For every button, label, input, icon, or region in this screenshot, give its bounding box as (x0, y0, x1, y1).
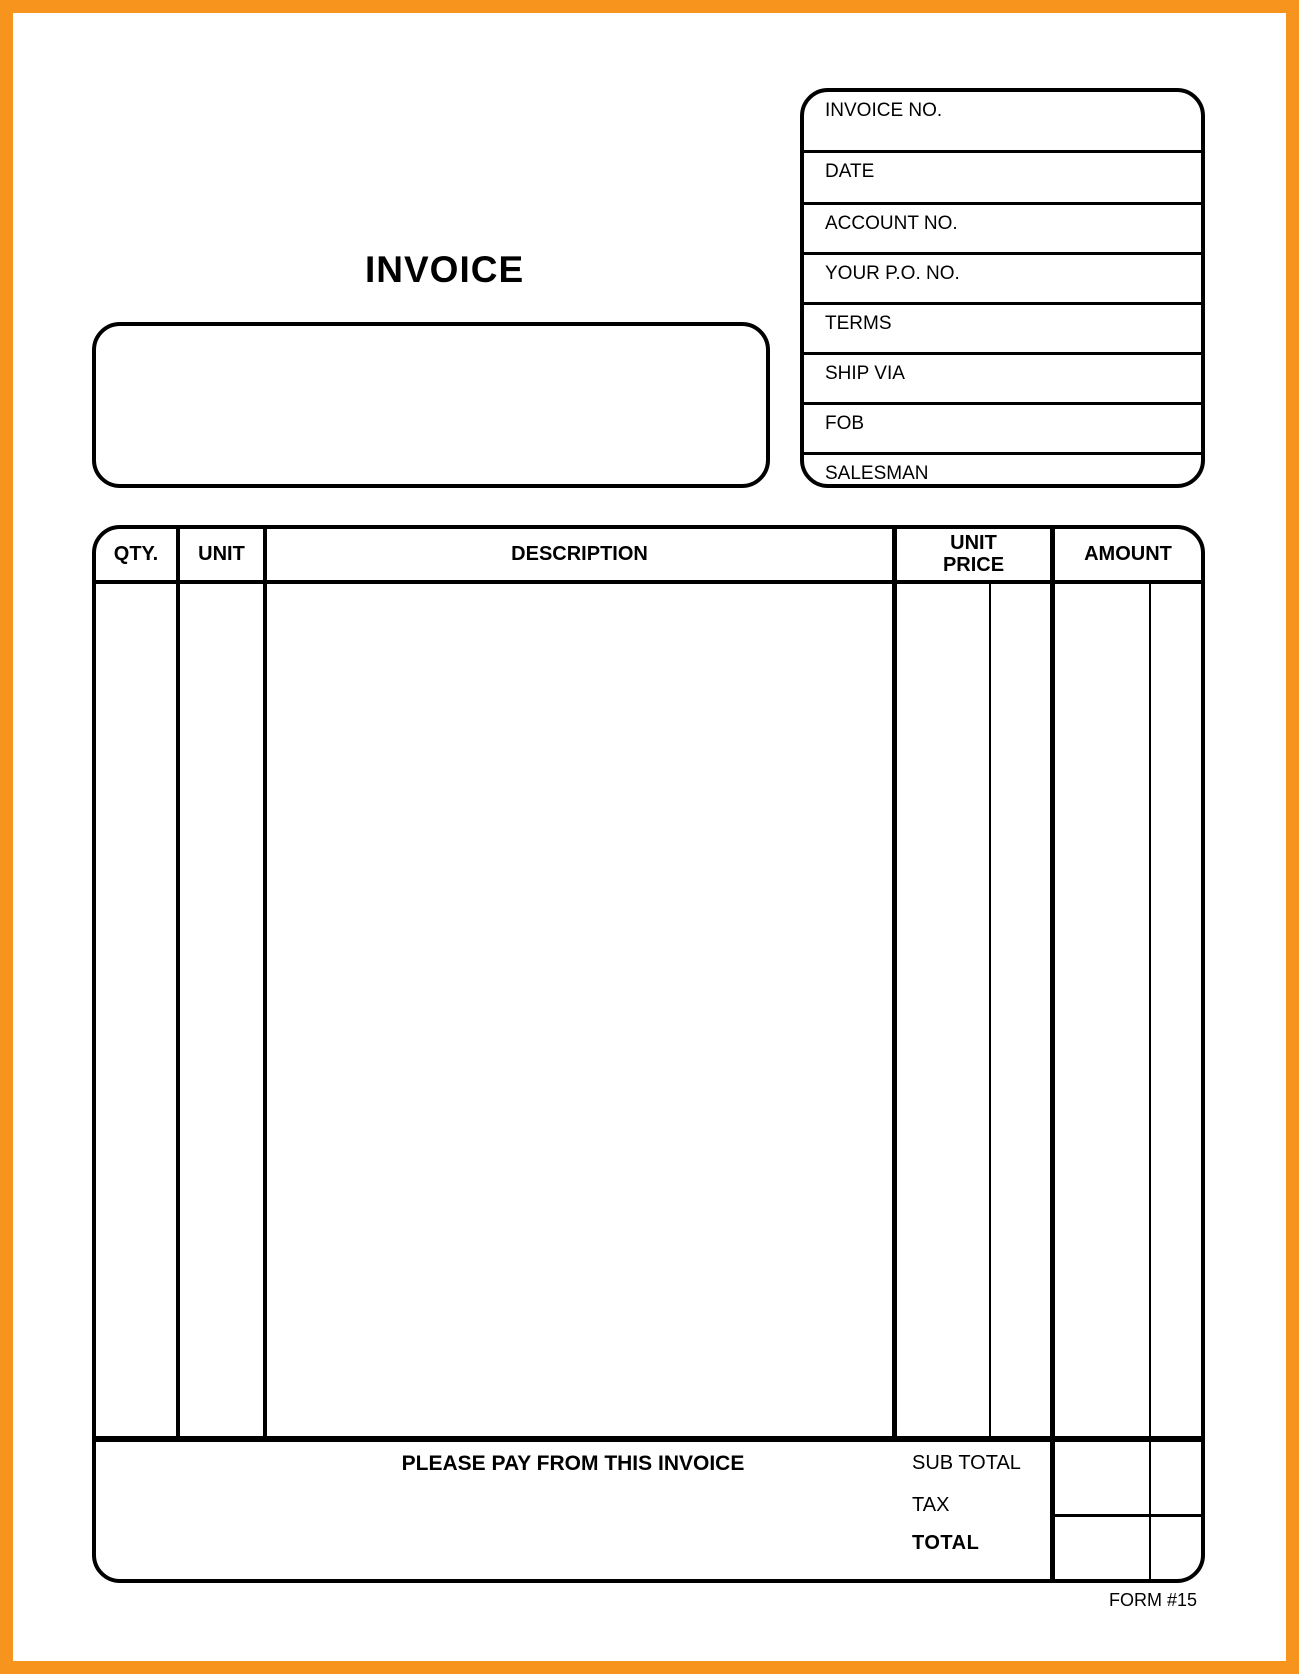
total-amount-cell[interactable] (1055, 1517, 1201, 1579)
fob-label: FOB (825, 413, 865, 434)
pay-from-invoice-message: PLEASE PAY FROM THIS INVOICE (401, 1452, 745, 1475)
unit-price-input-area[interactable] (897, 584, 1050, 1436)
description-column-header: DESCRIPTION (511, 542, 648, 565)
invoice-no-label: INVOICE NO. (825, 100, 943, 121)
customer-address-box[interactable] (92, 322, 770, 488)
your-po-no-label: YOUR P.O. NO. (825, 263, 960, 284)
unit-price-column-header: UNIT PRICE (942, 531, 1005, 576)
info-row-fob[interactable] (804, 402, 1201, 452)
page-title: INVOICE (365, 249, 525, 290)
info-row-ship-via[interactable] (804, 352, 1201, 402)
line-items-table (92, 525, 1205, 1583)
qty-input-area[interactable] (96, 584, 176, 1436)
total-label: TOTAL (912, 1532, 980, 1554)
amount-column-header: AMOUNT (1084, 542, 1172, 565)
salesman-label: SALESMAN (825, 463, 929, 484)
sub-total-tax-amount-cell[interactable] (1055, 1442, 1201, 1514)
tax-label: TAX (912, 1494, 950, 1516)
info-row-salesman[interactable] (804, 452, 1201, 484)
sub-total-label: SUB TOTAL (912, 1452, 1021, 1474)
unit-column-header: UNIT (198, 542, 245, 565)
description-input-area[interactable] (267, 584, 892, 1436)
info-row-terms[interactable] (804, 302, 1201, 352)
account-no-label: ACCOUNT NO. (825, 213, 958, 234)
unit-input-area[interactable] (180, 584, 263, 1436)
info-row-account-no[interactable] (804, 202, 1201, 252)
amount-input-area[interactable] (1055, 584, 1201, 1436)
terms-label: TERMS (825, 313, 892, 334)
invoice-info-box (800, 88, 1205, 488)
form-number: FORM #15 (1108, 1590, 1197, 1610)
info-row-date[interactable] (804, 150, 1201, 202)
qty-column-header: QTY. (113, 542, 159, 565)
info-row-your-po-no[interactable] (804, 252, 1201, 302)
body-footer-separator (96, 1436, 1201, 1442)
date-label: DATE (825, 161, 875, 182)
ship-via-label: SHIP VIA (825, 363, 905, 384)
info-row-invoice-no[interactable] (804, 92, 1201, 150)
